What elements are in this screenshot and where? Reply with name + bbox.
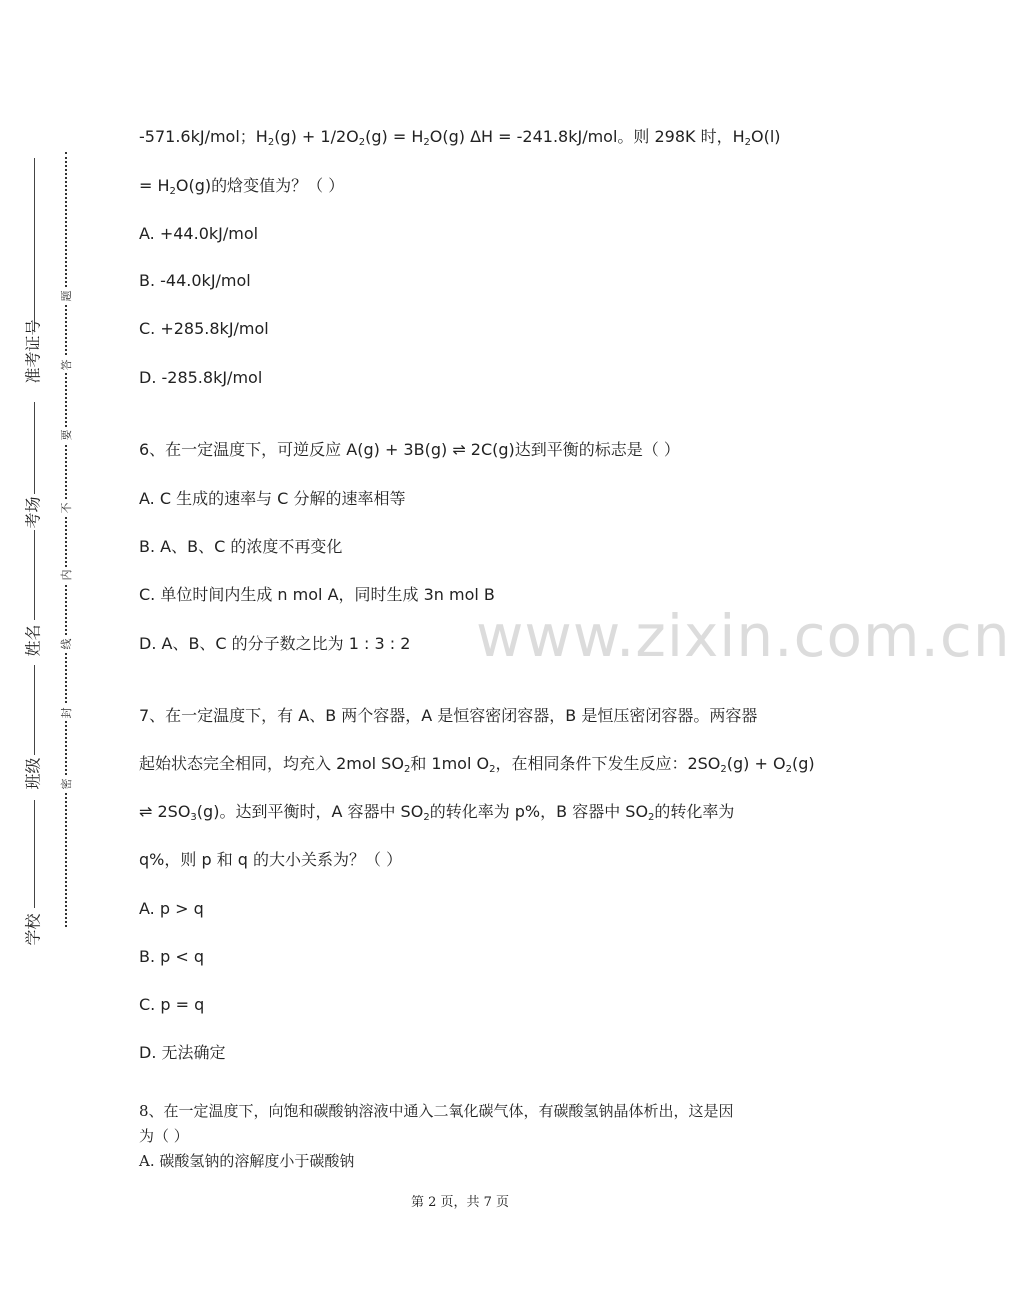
q6-option-b: B. A、B、C 的浓度不再变化 [139, 537, 343, 556]
binding-line-5 [34, 800, 35, 908]
seal-char: 线 [58, 636, 74, 652]
binding-line-1 [34, 158, 35, 330]
binding-line-2 [34, 402, 35, 494]
binding-line-4 [34, 665, 35, 755]
binding-margin [0, 0, 110, 1302]
q6-option-c: C. 单位时间内生成 n mol A，同时生成 3n mol B [139, 585, 495, 604]
q8-option-a: A. 碳酸氢钠的溶解度小于碳酸钠 [139, 1152, 355, 1170]
q7-line-4: q%，则 p 和 q 的大小关系为？（ ） [139, 850, 403, 869]
seal-char: 封 [58, 705, 74, 721]
q6-option-d: D. A、B、C 的分子数之比为 1 : 3 : 2 [139, 634, 411, 653]
q7-option-d: D. 无法确定 [139, 1043, 226, 1062]
q5-option-c: C. +285.8kJ/mol [139, 319, 269, 338]
seal-char: 不 [58, 500, 74, 516]
q6-option-a: A. C 生成的速率与 C 分解的速率相等 [139, 489, 406, 508]
q5-option-d: D. -285.8kJ/mol [139, 368, 263, 387]
label-class: 班级 [23, 757, 43, 790]
seal-char: 题 [58, 288, 74, 304]
label-exam-room: 考场 [23, 496, 43, 529]
seal-char: 内 [58, 567, 74, 583]
label-school: 学校 [23, 913, 43, 946]
seal-char: 密 [58, 776, 74, 792]
q5-line-2: = $H_2O(g)$的焓变值为？（ ） [139, 176, 345, 197]
q7-option-c: C. p = q [139, 995, 205, 1014]
q7-line-1: 7、在一定温度下，有 A、B 两个容器，A 是恒容密闭容器，B 是恒压密闭容器。两容器 [139, 706, 758, 725]
binding-line-3 [34, 530, 35, 620]
q5-line-1: -571.6kJ/mol；$H_2(g) + 1/2O_2(g) = H_2O(g) \Delta H = -241.8kJ/mol$。则 298K 时，$H_2O(l)$ [139, 127, 781, 148]
seal-char: 要 [58, 427, 74, 443]
label-exam-number: 准考证号 [23, 319, 43, 384]
page-footer: 第 2 页，共 7 页 [410, 1195, 510, 1210]
q8-line-1: 8、在一定温度下，向饱和碳酸钠溶液中通入二氧化碳气体，有碳酸氢钠晶体析出，这是因 [139, 1102, 734, 1120]
q6-stem: 6、在一定温度下，可逆反应 A(g) + 3B(g) ⇌ 2C(g)达到平衡的标志是（ ） [139, 440, 680, 459]
seal-char: 答 [58, 357, 74, 373]
q7-option-a: A. p > q [139, 899, 204, 918]
q7-line-3: ⇌ $2SO_3(g)$。达到平衡时，A 容器中 $SO_2$的转化率为 p%，B 容器中 $SO_2$的转化率为 [139, 802, 735, 823]
q7-option-b: B. p < q [139, 947, 205, 966]
q7-line-2: 起始状态完全相同，均充入 2mol $SO_2$和 1mol $O_2$，在相同条件下发生反应：$2SO_2(g) + O_2(g)$ [139, 754, 815, 775]
watermark: www.zixin.com.cn [476, 602, 1011, 670]
q5-option-b: B. -44.0kJ/mol [139, 271, 251, 290]
q5-option-a: A. +44.0kJ/mol [139, 224, 259, 243]
q8-line-2: 为（ ） [139, 1127, 189, 1145]
label-name: 姓名 [23, 624, 43, 657]
seal-dotted-line [65, 152, 67, 927]
